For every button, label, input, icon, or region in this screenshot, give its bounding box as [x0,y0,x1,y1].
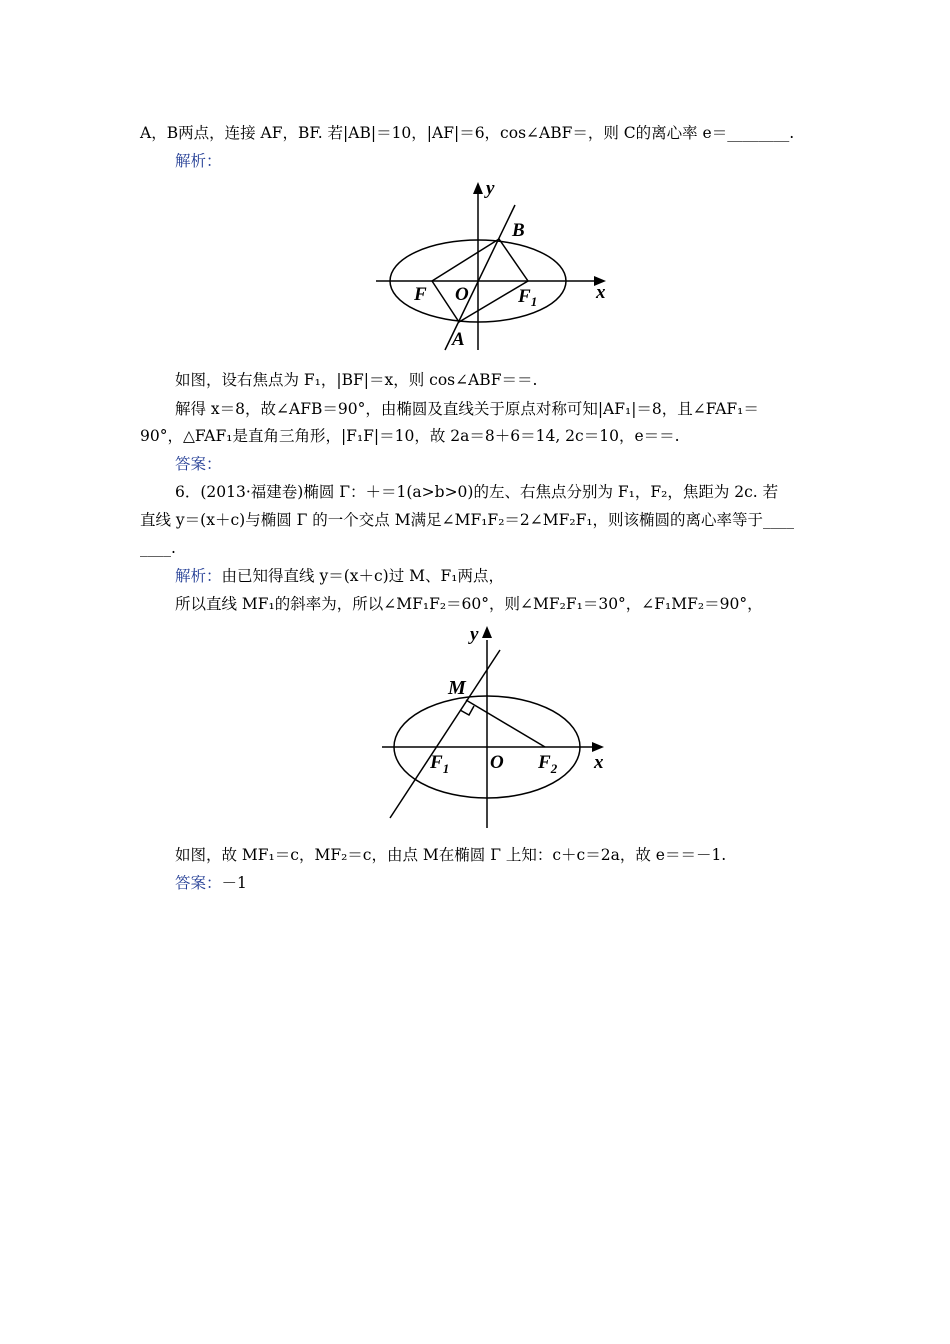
q5-problem-line: A，B两点，连接 AF，BF. 若|AB|＝10，|AF|＝6，cos∠ABF＝，则 C的离心率 e＝________. [140,124,795,142]
q5-point-f1-sub: 1 [530,294,538,309]
q6-point-f2-main: F [538,752,551,773]
q5-solution-line-1: 解得 x＝8，故∠AFB＝90°，由椭圆及直线关于原点对称可知|AF₁|＝8，且∠FAF₁＝ [175,400,759,418]
q5-answer-label: 答案： [175,455,222,473]
q5-y-axis-label: y [486,178,495,199]
q6-analysis-text: 由已知得直线 y＝(x＋c)过 M、F₁两点， [221,567,504,585]
q6-ellipse-figure [375,620,625,830]
q6-point-f1-sub: 1 [442,761,450,776]
q6-analysis-label: 解析： [175,567,222,585]
q6-point-m-label: M [448,677,466,699]
q5-point-f-label: F [414,284,427,305]
q6-answer-label: 答案： [175,874,222,892]
q5-origin-label: O [455,284,469,305]
q6-x-axis-label: x [594,752,604,773]
q6-answer-line [175,873,247,893]
q6-problem-line-3: ____. [140,539,176,557]
q5-point-b-label: B [512,220,525,241]
q5-x-axis-label: x [596,282,606,303]
q6-problem-line-1: 6．(2013·福建卷)椭圆 Γ：＋＝1(a>b>0)的左、右焦点分别为 F₁，F₂，焦距为 2c. 若 [175,483,779,501]
q6-point-f1-main: F [430,752,443,773]
q6-origin-label: O [490,752,504,773]
q5-analysis-label: 解析： [175,152,222,170]
q5-setup-line: 如图，设右焦点为 F₁，|BF|＝x，则 cos∠ABF＝＝. [175,371,538,389]
q6-answer-text: －1 [221,874,247,892]
q5-solution-line-2: 90°，△FAF₁是直角三角形，|F₁F|＝10，故 2a＝8＋6＝14, 2c＝10，e＝＝. [140,427,680,445]
q5-point-f1-main: F [518,286,531,307]
q6-conclusion-line: 如图，故 MF₁＝c，MF₂＝c，由点 M在椭圆 Γ 上知：c＋c＝2a，故 e＝＝－1. [175,846,727,864]
q5-ellipse-figure [370,178,620,353]
q6-point-f2-label [537,752,558,776]
q6-point-f2-sub: 2 [550,761,558,776]
q6-point-f1-label [429,752,449,776]
q5-point-f1-label [517,286,537,309]
q6-slope-line: 所以直线 MF₁的斜率为，所以∠MF₁F₂＝60°，则∠MF₂F₁＝30°，∠F₁MF₂＝90°， [175,595,763,613]
q5-point-a-label: A [452,329,465,350]
q6-problem-line-2: 直线 y＝(x＋c)与椭圆 Γ 的一个交点 M满足∠MF₁F₂＝2∠MF₂F₁，则该椭圆的离心率等于____ [140,511,795,529]
q6-analysis-line [175,566,504,586]
q6-y-axis-label: y [470,624,479,645]
